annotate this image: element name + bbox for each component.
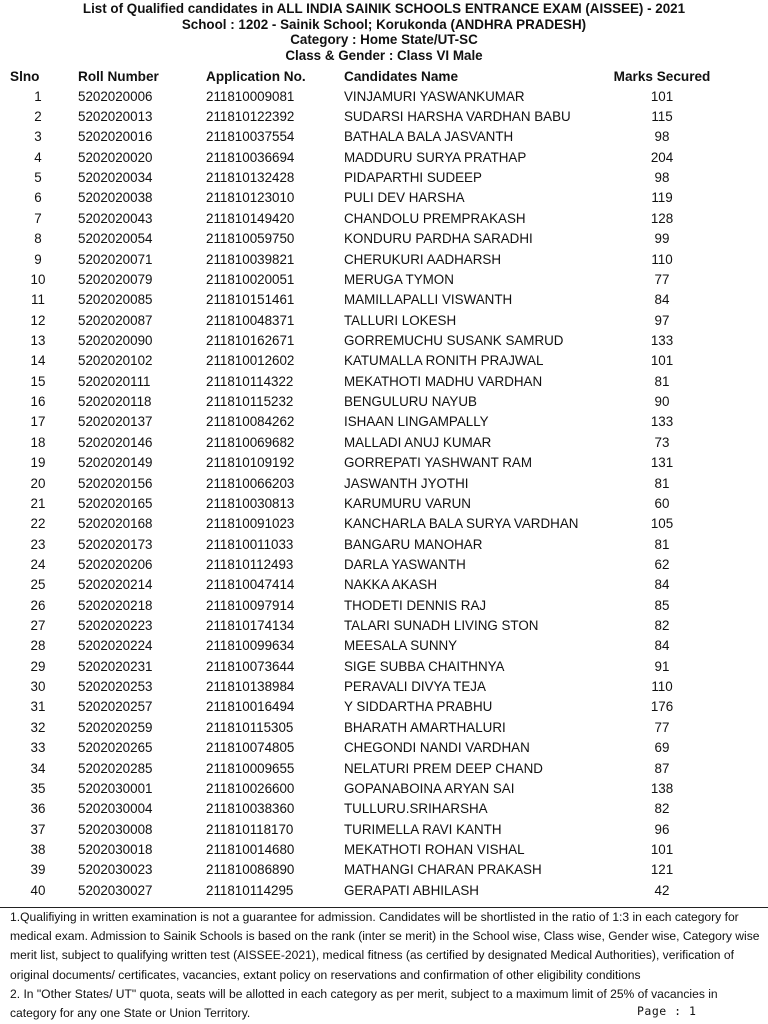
cell-roll-number: 5202030004 <box>78 801 153 817</box>
cell-roll-number: 5202020087 <box>78 312 153 328</box>
cell-roll-number: 5202020214 <box>78 577 153 593</box>
table-row <box>0 615 768 635</box>
cell-application-no: 211810048371 <box>206 312 295 328</box>
cell-candidate-name: JASWANTH JYOTHI <box>344 475 469 491</box>
cell-slno: 31 <box>30 699 46 715</box>
cell-marks: 105 <box>650 516 674 532</box>
cell-application-no: 211810066203 <box>206 475 295 491</box>
cell-application-no: 211810009081 <box>206 88 295 104</box>
cell-candidate-name: MEESALA SUNNY <box>344 638 458 654</box>
cell-candidate-name: CHERUKURI AADHARSH <box>344 251 501 267</box>
cell-slno: 2 <box>34 109 42 125</box>
table-row <box>0 534 768 554</box>
cell-roll-number: 5202020265 <box>78 740 153 756</box>
table-row <box>0 432 768 452</box>
table-row <box>0 799 768 819</box>
cell-candidate-name: TULLURU.SRIHARSHA <box>344 801 488 817</box>
cell-slno: 27 <box>30 618 46 634</box>
cell-slno: 29 <box>30 658 46 674</box>
cell-marks: 101 <box>650 841 674 857</box>
table-row <box>0 310 768 330</box>
cell-marks: 115 <box>651 109 673 125</box>
cell-slno: 15 <box>30 373 46 389</box>
cell-application-no: 211810016494 <box>206 699 295 715</box>
cell-application-no: 211810114295 <box>206 882 294 898</box>
cell-marks: 81 <box>654 536 670 552</box>
cell-roll-number: 5202020257 <box>78 699 153 715</box>
cell-slno: 18 <box>30 434 46 450</box>
table-row <box>0 514 768 534</box>
col-header-application-no: Application No. <box>206 68 306 84</box>
cell-application-no: 211810026600 <box>206 780 295 796</box>
category-line: Category : Home State/UT-SC <box>290 32 478 48</box>
cell-marks: 110 <box>651 251 673 267</box>
cell-marks: 138 <box>650 780 674 796</box>
cell-application-no: 211810074805 <box>206 740 295 756</box>
cell-marks: 90 <box>654 394 670 410</box>
cell-slno: 3 <box>34 129 42 145</box>
cell-roll-number: 5202020165 <box>78 495 153 511</box>
cell-slno: 24 <box>30 556 46 572</box>
cell-candidate-name: PULI DEV HARSHA <box>344 190 465 206</box>
cell-marks: 101 <box>650 88 674 104</box>
cell-slno: 32 <box>30 719 46 735</box>
cell-candidate-name: MEKATHOTI ROHAN VISHAL <box>344 841 525 857</box>
cell-slno: 22 <box>30 516 46 532</box>
cell-candidate-name: GORREMUCHU SUSANK SAMRUD <box>344 332 564 348</box>
cell-candidate-name: MERUGA TYMON <box>344 271 454 287</box>
cell-slno: 34 <box>30 760 46 776</box>
table-row <box>0 208 768 228</box>
cell-roll-number: 5202030023 <box>78 862 153 878</box>
cell-candidate-name: DARLA YASWANTH <box>344 556 466 572</box>
cell-slno: 30 <box>30 679 46 695</box>
cell-application-no: 211810039821 <box>206 251 295 267</box>
cell-application-no: 211810084262 <box>206 414 295 430</box>
cell-application-no: 211810020051 <box>206 271 295 287</box>
cell-roll-number: 5202020206 <box>78 556 153 572</box>
cell-application-no: 211810030813 <box>206 495 295 511</box>
cell-marks: 131 <box>650 455 674 471</box>
table-row <box>0 147 768 167</box>
cell-roll-number: 5202020137 <box>78 414 153 430</box>
cell-slno: 11 <box>31 292 45 308</box>
cell-slno: 25 <box>30 577 46 593</box>
cell-application-no: 211810132428 <box>206 170 295 186</box>
table-header-row <box>0 66 768 86</box>
cell-marks: 110 <box>651 679 673 695</box>
cell-application-no: 211810009655 <box>206 760 295 776</box>
cell-candidate-name: SIGE SUBBA CHAITHNYA <box>344 658 505 674</box>
cell-roll-number: 5202020156 <box>78 475 153 491</box>
cell-application-no: 211810014680 <box>206 841 295 857</box>
cell-marks: 69 <box>654 740 670 756</box>
cell-slno: 33 <box>30 740 46 756</box>
table-row <box>0 575 768 595</box>
cell-application-no: 211810114322 <box>206 373 294 389</box>
cell-application-no: 211810073644 <box>206 658 295 674</box>
cell-roll-number: 5202020173 <box>78 536 153 552</box>
table-row <box>0 860 768 880</box>
cell-candidate-name: MADDURU SURYA PRATHAP <box>344 149 527 165</box>
cell-roll-number: 5202020006 <box>78 88 153 104</box>
cell-marks: 176 <box>650 699 674 715</box>
table-row <box>0 554 768 574</box>
class-gender-line: Class & Gender : Class VI Male <box>285 47 483 63</box>
candidates-table <box>0 66 768 900</box>
note-1: 1.Qualifiying in written examination is not a guarantee for admission. Candidates will be shortlisted in the ratio of 1:3 in each category for medical exam. Admission to Sainik Schools is based on the rank (inter se merit) in the School wise, Class wise, Gender wise, Category wise merit list, subject to qualifying written test (AISSEE-2021), medical fitness (as certified by designated Medical Authorities), verification of original documents/ certificates, vacancies, extant policy on reservations and confirmation of other eligibility conditions <box>10 910 760 982</box>
cell-application-no: 211810037554 <box>206 129 295 145</box>
cell-candidate-name: MATHANGI CHARAN PRAKASH <box>344 862 542 878</box>
table-row <box>0 269 768 289</box>
cell-marks: 119 <box>651 190 673 206</box>
cell-roll-number: 5202020054 <box>78 231 153 247</box>
cell-roll-number: 5202020285 <box>78 760 153 776</box>
table-row <box>0 880 768 900</box>
cell-application-no: 211810086890 <box>206 862 295 878</box>
cell-application-no: 211810138984 <box>206 679 295 695</box>
cell-candidate-name: PIDAPARTHI SUDEEP <box>344 170 482 186</box>
table-row <box>0 778 768 798</box>
cell-candidate-name: PERAVALI DIVYA TEJA <box>344 679 486 695</box>
cell-application-no: 211810091023 <box>206 516 295 532</box>
cell-marks: 82 <box>654 801 670 817</box>
cell-marks: 84 <box>654 292 670 308</box>
cell-application-no: 211810162671 <box>206 332 295 348</box>
document-title: List of Qualified candidates in ALL INDIA SAINIK SCHOOLS ENTRANCE EXAM (AISSEE) - 2021 <box>82 1 686 16</box>
cell-slno: 17 <box>30 414 46 430</box>
cell-candidate-name: THODETI DENNIS RAJ <box>344 597 487 613</box>
cell-slno: 6 <box>34 190 42 206</box>
cell-roll-number: 5202020259 <box>78 719 153 735</box>
cell-application-no: 211810115305 <box>206 719 294 735</box>
cell-candidate-name: BENGULURU NAYUB <box>344 394 477 410</box>
cell-marks: 81 <box>654 373 670 389</box>
cell-slno: 39 <box>30 862 46 878</box>
cell-marks: 62 <box>654 556 670 572</box>
col-header-slno: Slno <box>10 68 40 84</box>
table-row <box>0 697 768 717</box>
cell-application-no: 211810109192 <box>206 455 295 471</box>
table-row <box>0 717 768 737</box>
cell-slno: 12 <box>30 312 46 328</box>
cell-roll-number: 5202030018 <box>78 841 153 857</box>
cell-candidate-name: GORREPATI YASHWANT RAM <box>344 455 532 471</box>
cell-slno: 23 <box>30 536 46 552</box>
cell-slno: 28 <box>30 638 46 654</box>
cell-slno: 16 <box>30 394 46 410</box>
table-row <box>0 819 768 839</box>
cell-slno: 7 <box>34 210 42 226</box>
table-row <box>0 452 768 472</box>
cell-roll-number: 5202030001 <box>78 780 153 796</box>
cell-candidate-name: NELATURI PREM DEEP CHAND <box>344 760 543 776</box>
cell-marks: 91 <box>654 658 670 674</box>
cell-candidate-name: KANCHARLA BALA SURYA VARDHAN <box>344 516 579 532</box>
table-row <box>0 188 768 208</box>
cell-application-no: 211810151461 <box>206 292 295 308</box>
cell-slno: 1 <box>34 88 42 104</box>
cell-application-no: 211810149420 <box>206 210 295 226</box>
table-row <box>0 758 768 778</box>
col-header-candidate-name: Candidates Name <box>344 68 459 84</box>
cell-roll-number: 5202020085 <box>78 292 153 308</box>
table-row <box>0 86 768 106</box>
cell-candidate-name: MEKATHOTI MADHU VARDHAN <box>344 373 543 389</box>
col-header-marks: Marks Secured <box>613 68 711 84</box>
table-row <box>0 636 768 656</box>
cell-application-no: 211810118170 <box>206 821 294 837</box>
cell-roll-number: 5202020223 <box>78 618 153 634</box>
cell-candidate-name: TALLURI LOKESH <box>344 312 457 328</box>
cell-marks: 98 <box>654 129 670 145</box>
table-row <box>0 493 768 513</box>
cell-roll-number: 5202020090 <box>78 332 153 348</box>
table-row <box>0 127 768 147</box>
cell-roll-number: 5202020146 <box>78 434 153 450</box>
cell-candidate-name: MALLADI ANUJ KUMAR <box>344 434 492 450</box>
cell-marks: 204 <box>650 149 674 165</box>
cell-roll-number: 5202020102 <box>78 353 153 369</box>
cell-candidate-name: BANGARU MANOHAR <box>344 536 483 552</box>
table-row <box>0 738 768 758</box>
school-line: School : 1202 - Sainik School; Korukonda (ANDHRA PRADESH) <box>181 16 587 32</box>
table-row <box>0 330 768 350</box>
cell-marks: 101 <box>650 353 674 369</box>
cell-marks: 121 <box>650 862 674 878</box>
cell-slno: 10 <box>30 271 46 287</box>
cell-roll-number: 5202020224 <box>78 638 153 654</box>
page-number: Page : 1 <box>637 1004 697 1018</box>
cell-application-no: 211810011033 <box>206 536 294 552</box>
cell-candidate-name: TURIMELLA RAVI KANTH <box>344 821 502 837</box>
cell-application-no: 211810012602 <box>206 353 295 369</box>
cell-candidate-name: BATHALA BALA JASVANTH <box>344 129 514 145</box>
cell-slno: 37 <box>30 821 46 837</box>
cell-slno: 38 <box>30 841 46 857</box>
cell-marks: 98 <box>654 170 670 186</box>
cell-roll-number: 5202020071 <box>78 251 153 267</box>
cell-candidate-name: KATUMALLA RONITH PRAJWAL <box>344 353 544 369</box>
cell-slno: 26 <box>30 597 46 613</box>
cell-marks: 87 <box>654 760 670 776</box>
cell-application-no: 211810036694 <box>206 149 295 165</box>
document-header <box>0 0 768 63</box>
cell-application-no: 211810123010 <box>206 190 295 206</box>
cell-marks: 82 <box>654 618 670 634</box>
table-body <box>0 86 768 900</box>
cell-application-no: 211810097914 <box>206 597 295 613</box>
cell-application-no: 211810059750 <box>206 231 295 247</box>
note-2: 2. In "Other States/ UT" quota, seats will be allotted in each category as per merit, subject to a maximum limit of 25% of vacancies in category for any one State or Union Territory. <box>10 986 718 1021</box>
cell-marks: 133 <box>650 332 674 348</box>
cell-marks: 97 <box>654 312 670 328</box>
cell-roll-number: 5202020218 <box>78 597 153 613</box>
cell-roll-number: 5202020013 <box>78 109 153 125</box>
cell-roll-number: 5202020118 <box>78 394 152 410</box>
cell-roll-number: 5202020020 <box>78 149 153 165</box>
cell-application-no: 211810122392 <box>206 109 295 125</box>
cell-roll-number: 5202030027 <box>78 882 153 898</box>
table-row <box>0 167 768 187</box>
table-row <box>0 391 768 411</box>
table-row <box>0 229 768 249</box>
table-row <box>0 676 768 696</box>
cell-roll-number: 5202020038 <box>78 190 153 206</box>
cell-candidate-name: VINJAMURI YASWANKUMAR <box>344 88 525 104</box>
cell-candidate-name: KONDURU PARDHA SARADHI <box>344 231 533 247</box>
table-row <box>0 656 768 676</box>
cell-roll-number: 5202020016 <box>78 129 153 145</box>
cell-application-no: 211810112493 <box>206 556 294 572</box>
cell-application-no: 211810038360 <box>206 801 295 817</box>
cell-marks: 84 <box>654 638 670 654</box>
cell-marks: 99 <box>654 231 670 247</box>
cell-candidate-name: CHANDOLU PREMPRAKASH <box>344 210 526 226</box>
cell-slno: 8 <box>34 231 42 247</box>
cell-marks: 77 <box>654 719 670 735</box>
table-row <box>0 290 768 310</box>
table-row <box>0 351 768 371</box>
cell-marks: 96 <box>654 821 670 837</box>
table-row <box>0 249 768 269</box>
cell-roll-number: 5202020149 <box>78 455 153 471</box>
cell-application-no: 211810115232 <box>206 394 294 410</box>
cell-slno: 14 <box>30 353 46 369</box>
cell-slno: 4 <box>34 149 42 165</box>
cell-slno: 20 <box>30 475 46 491</box>
cell-slno: 21 <box>30 495 46 511</box>
cell-marks: 60 <box>654 495 670 511</box>
cell-application-no: 211810069682 <box>206 434 295 450</box>
cell-candidate-name: TALARI SUNADH LIVING STON <box>344 618 539 634</box>
col-header-roll-number: Roll Number <box>78 68 159 84</box>
cell-roll-number: 5202030008 <box>78 821 153 837</box>
cell-marks: 77 <box>654 271 670 287</box>
cell-slno: 9 <box>34 251 42 267</box>
cell-marks: 42 <box>654 882 670 898</box>
cell-candidate-name: ISHAAN LINGAMPALLY <box>344 414 489 430</box>
cell-roll-number: 5202020043 <box>78 210 153 226</box>
cell-slno: 5 <box>34 170 42 186</box>
table-row <box>0 473 768 493</box>
cell-roll-number: 5202020253 <box>78 679 153 695</box>
cell-candidate-name: BHARATH AMARTHALURI <box>344 719 506 735</box>
cell-marks: 73 <box>654 434 670 450</box>
cell-application-no: 211810099634 <box>206 638 295 654</box>
table-row <box>0 839 768 859</box>
cell-candidate-name: Y SIDDARTHA PRABHU <box>344 699 493 715</box>
cell-slno: 35 <box>30 780 46 796</box>
cell-slno: 19 <box>30 455 46 471</box>
table-row <box>0 106 768 126</box>
cell-candidate-name: KARUMURU VARUN <box>344 495 471 511</box>
cell-application-no: 211810174134 <box>206 618 295 634</box>
cell-candidate-name: GERAPATI ABHILASH <box>344 882 479 898</box>
cell-roll-number: 5202020111 <box>78 373 151 389</box>
cell-roll-number: 5202020034 <box>78 170 153 186</box>
cell-candidate-name: SUDARSI HARSHA VARDHAN BABU <box>344 109 571 125</box>
cell-marks: 133 <box>650 414 674 430</box>
cell-candidate-name: GOPANABOINA ARYAN SAI <box>344 780 515 796</box>
cell-slno: 36 <box>30 801 46 817</box>
cell-marks: 84 <box>654 577 670 593</box>
cell-slno: 13 <box>30 332 46 348</box>
cell-application-no: 211810047414 <box>206 577 295 593</box>
cell-roll-number: 5202020231 <box>78 658 153 674</box>
cell-candidate-name: NAKKA AKASH <box>344 577 438 593</box>
cell-candidate-name: CHEGONDI NANDI VARDHAN <box>344 740 530 756</box>
cell-marks: 81 <box>654 475 670 491</box>
cell-candidate-name: MAMILLAPALLI VISWANTH <box>344 292 513 308</box>
cell-marks: 85 <box>654 597 670 613</box>
table-row <box>0 371 768 391</box>
table-row <box>0 595 768 615</box>
cell-roll-number: 5202020079 <box>78 271 153 287</box>
cell-slno: 40 <box>30 882 46 898</box>
table-row <box>0 412 768 432</box>
cell-marks: 128 <box>650 210 674 226</box>
cell-roll-number: 5202020168 <box>78 516 153 532</box>
